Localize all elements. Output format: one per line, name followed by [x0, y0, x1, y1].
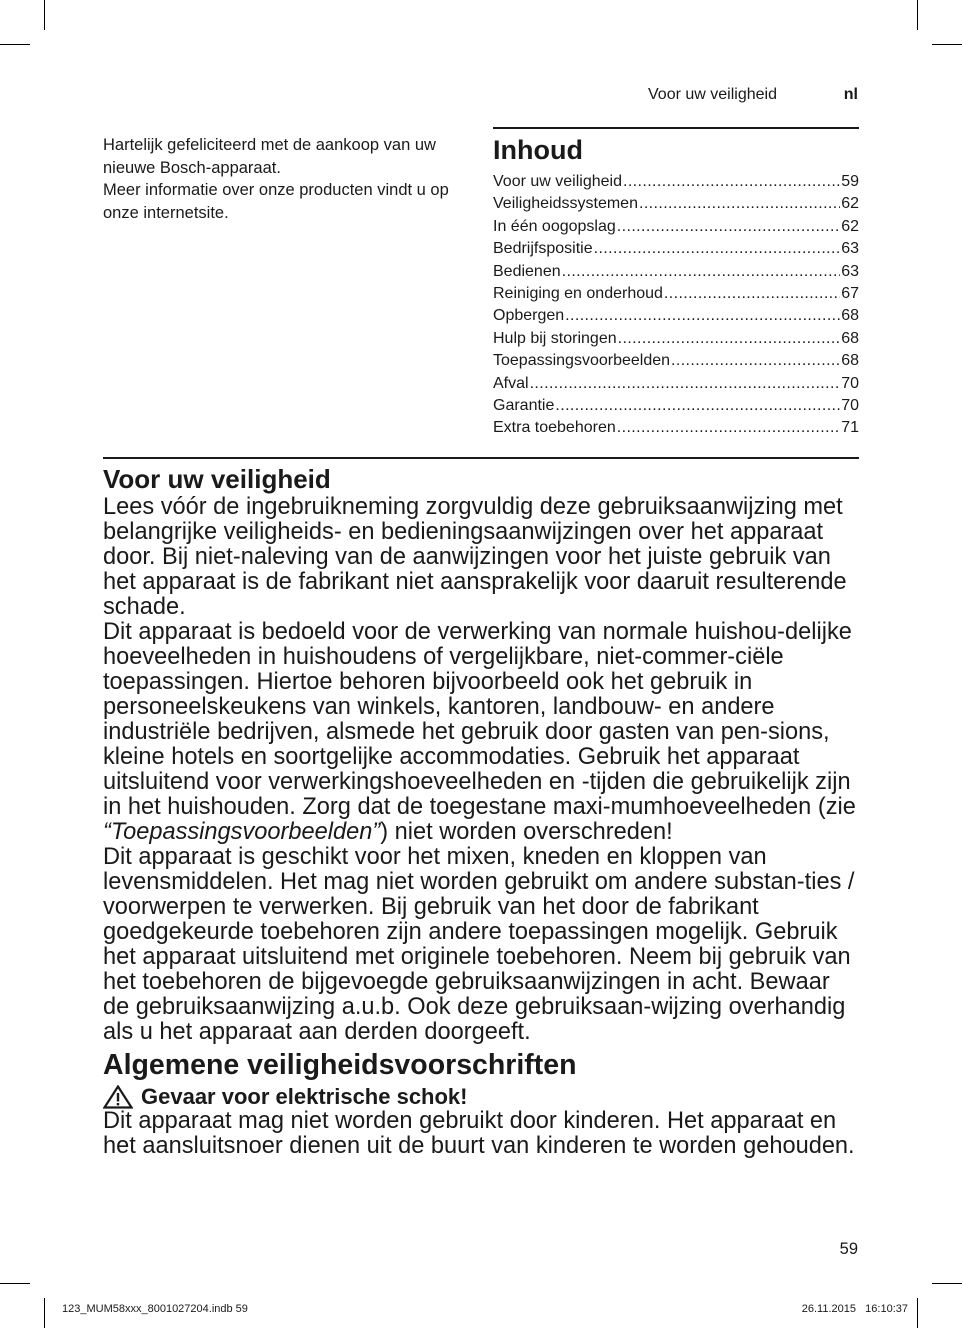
toc-entry-label: In één oogopslag	[493, 217, 616, 235]
warning-paragraph: Dit apparaat mag niet worden gebruikt door kinderen. Het apparaat en het aansluitsnoer dienen uit de buurt van kinderen te worden gehouden.	[103, 1108, 855, 1159]
toc-entry-label: Afval	[493, 374, 529, 392]
safety-paragraph: Lees vóór de ingebruikneming zorgvuldig deze gebruiksaanwijzing met belangrijke veiligheids- en bedieningsaanwijzingen over het apparaat door. Bij niet-naleving van de aanwijzingen voor het juiste gebruik van het apparaat is de fabrikant niet aansprakelijk voor daaruit resulterende schade.	[103, 494, 847, 620]
crop-mark	[0, 44, 30, 45]
toc-entry-label: Reiniging en onderhoud	[493, 284, 663, 302]
cross-reference-link[interactable]: “Toepassingsvoorbeelden”	[103, 819, 381, 845]
section-title-safety: Voor uw veiligheid	[103, 464, 331, 494]
toc-entry-page: 67	[841, 284, 859, 302]
table-of-contents	[493, 127, 859, 440]
toc-leader-dots	[555, 395, 840, 417]
toc-entry-page: 63	[841, 240, 859, 258]
toc-entry-label: Veiligheidssystemen	[493, 195, 638, 213]
toc-leader-dots	[617, 216, 840, 238]
toc-entry-page: 68	[841, 352, 859, 370]
toc-entry[interactable]	[493, 238, 859, 260]
toc-entry[interactable]	[493, 350, 859, 372]
toc-entry[interactable]	[493, 305, 859, 327]
safety-paragraph-text: ) niet worden overschreden!	[380, 819, 673, 845]
safety-paragraph	[103, 620, 859, 845]
toc-entry-label: Toepassingsvoorbeelden	[493, 352, 671, 370]
print-slug-date: 26.11.2015 16:10:37	[801, 1303, 908, 1315]
toc-leader-dots	[562, 261, 841, 283]
toc-entry-page: 70	[841, 374, 859, 392]
warning-heading	[103, 1084, 859, 1109]
intro-text	[103, 134, 463, 224]
page-number: 59	[839, 1240, 858, 1258]
toc-entry-label: Voor uw veiligheid	[493, 173, 622, 190]
toc-entry-label: Extra toebehoren	[493, 419, 616, 437]
intro-more-info: Meer informatie over onze producten vindt u op onze internetsite.	[103, 181, 449, 222]
toc-entry[interactable]	[493, 328, 859, 350]
section-rule	[103, 457, 859, 459]
intro-congratulations: Hartelijk gefeliciteerd met de aankoop van uw nieuwe Bosch-apparaat.	[103, 136, 436, 177]
toc-entry[interactable]	[493, 171, 859, 193]
toc-entry-label: Opbergen	[493, 307, 565, 325]
toc-leader-dots	[623, 171, 840, 193]
toc-entry-page: 68	[841, 307, 859, 325]
safety-paragraph-text: Dit apparaat is bedoeld voor de verwerking van normale huishou-delijke hoeveelheden in huishoudens of vergelijkbare, niet-commer-ciële toepassingen. Hiertoe behoren bijvoorbeeld ook het gebruik in personeelskeukens van winkels, kantoren, landbouw- en andere industriële bedrijven, alsmede het gebruik door gasten van pen-sions, kleine hotels en soortgelijke accommodaties. Gebruik het apparaat uitsluitend voor verwerkingshoeveelheden en -tijden die gebruikelijk zijn in het huishouden. Zorg dat de toegestane maxi-mumhoeveelheden (zie	[103, 619, 856, 820]
toc-leader-dots	[639, 193, 840, 215]
toc-leader-dots	[618, 328, 841, 350]
safety-paragraph: Dit apparaat is geschikt voor het mixen, kneden en kloppen van levensmiddelen. Het mag niet worden gebruikt om andere substan-ties / voorwerpen te verwerken. Bij gebruik van het door de fabrikant goedgekeurde toebehoren zijn andere toepassingen mogelijk. Gebruik het apparaat uitsluitend met originele toebehoren. Neem bij gebruik van het toebehoren de bijgevoegde gebruiksaanwijzingen in acht. Bewaar de gebruiksaanwijzing a.u.b. Ook deze gebruiksaan-wijzing overhandig als u het apparaat aan derden doorgeeft.	[103, 844, 855, 1045]
toc-entry-page: 59	[841, 173, 859, 190]
toc-rule	[493, 127, 859, 129]
toc-leader-dots	[530, 373, 841, 395]
running-header	[640, 86, 858, 106]
crop-mark	[44, 1298, 45, 1328]
toc-entry-page: 62	[841, 195, 859, 213]
toc-entry[interactable]	[493, 193, 859, 215]
print-slug-file: 123_MUM58xxx_8001027204.indb 59	[62, 1303, 248, 1315]
warning-triangle-icon	[103, 1085, 133, 1109]
toc-entry-page: 68	[841, 329, 859, 347]
toc-entry-page: 62	[841, 217, 859, 235]
toc-entry-page: 70	[841, 396, 859, 414]
toc-list	[493, 171, 859, 440]
toc-entry-label: Garantie	[493, 396, 555, 414]
warning-text: Gevaar voor elektrische schok!	[141, 1084, 468, 1109]
toc-entry[interactable]	[493, 395, 859, 417]
toc-entry[interactable]	[493, 261, 859, 283]
toc-entry-label: Bedrijfspositie	[493, 240, 593, 258]
toc-title: Inhoud	[493, 135, 583, 165]
toc-entry[interactable]	[493, 283, 859, 305]
toc-leader-dots	[617, 417, 840, 439]
language-code: nl	[843, 86, 858, 103]
toc-entry-label: Bedienen	[493, 262, 561, 280]
crop-mark	[917, 1298, 918, 1328]
toc-entry[interactable]	[493, 216, 859, 238]
running-header-section: Voor uw veiligheid	[648, 86, 777, 103]
crop-mark	[932, 44, 962, 45]
crop-mark	[917, 0, 918, 30]
toc-entry-page: 71	[841, 419, 859, 437]
toc-entry[interactable]	[493, 373, 859, 395]
toc-entry-page: 63	[841, 262, 859, 280]
crop-mark	[932, 1283, 962, 1284]
toc-leader-dots	[565, 305, 840, 327]
toc-leader-dots	[594, 238, 841, 260]
toc-entry-label: Hulp bij storingen	[493, 329, 617, 347]
toc-entry[interactable]	[493, 417, 859, 439]
toc-leader-dots	[671, 350, 840, 372]
toc-leader-dots	[664, 283, 840, 305]
section-title-general-safety: Algemene veiligheidsvoorschriften	[103, 1049, 577, 1081]
crop-mark	[44, 0, 45, 30]
main-content	[103, 457, 859, 1159]
crop-mark	[0, 1283, 30, 1284]
